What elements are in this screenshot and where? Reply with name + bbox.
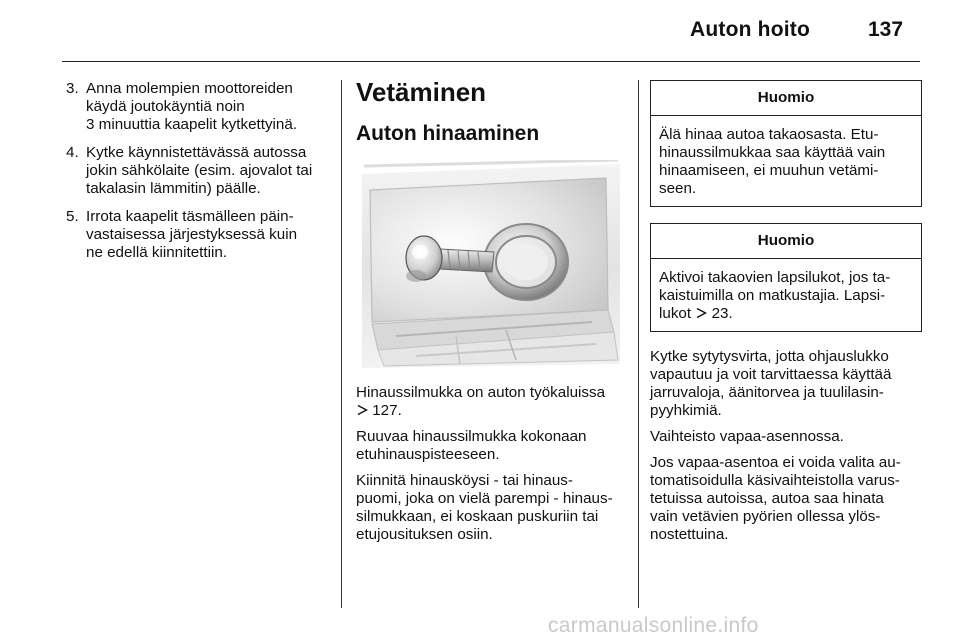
section-heading: Vetäminen bbox=[356, 77, 487, 107]
subsection-heading: Auton hinaaminen bbox=[356, 122, 540, 145]
text-line: Kytke sytytysvirta, jotta ohjauslukko bbox=[650, 348, 889, 365]
paragraph bbox=[356, 472, 628, 544]
text-line: hinaussilmukkaa saa käyttää vain bbox=[659, 144, 886, 161]
step-number: 5. bbox=[66, 208, 79, 225]
notice-body bbox=[651, 116, 921, 206]
column-divider-2 bbox=[638, 80, 639, 608]
step-list bbox=[66, 80, 332, 262]
paragraph bbox=[356, 428, 628, 464]
text-line: vapautuu ja voit tarvittaessa käyttää bbox=[650, 366, 892, 383]
column-3 bbox=[650, 80, 922, 552]
header-title: Auton hoito bbox=[690, 18, 810, 41]
step-line: jokin sähkölaite (esim. ajovalot tai bbox=[86, 162, 313, 179]
text-line: nostettuina. bbox=[650, 526, 729, 543]
text-line: tomatisoidulla käsivaihteistolla varus- bbox=[650, 472, 900, 489]
text-line: seen. bbox=[659, 180, 697, 197]
column-divider-1 bbox=[341, 80, 342, 608]
watermark: carmanualsonline.info bbox=[548, 614, 759, 637]
text-line: vain vetävien pyörien ollessa ylös- bbox=[650, 508, 881, 525]
text-line: Kiinnitä hinausköysi - tai hinaus- bbox=[356, 472, 573, 489]
notice-body bbox=[651, 259, 921, 331]
text-line: etujousituksen osiin. bbox=[356, 526, 493, 543]
text-line: lukot bbox=[659, 305, 692, 322]
text-line: Ruuvaa hinaussilmukka kokonaan bbox=[356, 428, 587, 445]
paragraph bbox=[650, 428, 922, 446]
text-line: pyyhkimiä. bbox=[650, 402, 722, 419]
step-line: ne edellä kiinnitettiin. bbox=[86, 244, 227, 261]
step-line: käydä joutokäyntiä noin bbox=[86, 98, 245, 115]
step-line: Kytke käynnistettävässä autossa bbox=[86, 144, 307, 161]
notice-box bbox=[650, 223, 922, 332]
text-line: hinaamiseen, ei muuhun vetämi- bbox=[659, 162, 879, 179]
step-item bbox=[66, 144, 332, 198]
page-reference-icon bbox=[695, 307, 707, 319]
step-line: Irrota kaapelit täsmälleen päin- bbox=[86, 208, 294, 225]
header-rule bbox=[62, 61, 920, 62]
paragraph bbox=[650, 348, 922, 420]
page-reference-icon bbox=[356, 404, 368, 416]
notice-title: Huomio bbox=[651, 81, 921, 116]
step-item bbox=[66, 80, 332, 134]
step-line: 3 minuuttia kaapelit kytkettyinä. bbox=[86, 116, 298, 133]
paragraph bbox=[356, 384, 628, 420]
text-line: jarruvaloja, äänitorvea ja tuulilasin- bbox=[650, 384, 884, 401]
text-line: Jos vapaa-asentoa ei voida valita au- bbox=[650, 454, 901, 471]
text-line: Vaihteisto vapaa-asennossa. bbox=[650, 428, 844, 445]
text-line: silmukkaan, ei koskaan puskuriin tai bbox=[356, 508, 599, 525]
column-2 bbox=[356, 77, 628, 552]
step-line: takalasin lämmitin) päälle. bbox=[86, 180, 261, 197]
column-1 bbox=[66, 80, 332, 272]
step-number: 3. bbox=[66, 80, 79, 97]
paragraph bbox=[650, 454, 922, 544]
step-line: Anna molempien moottoreiden bbox=[86, 80, 293, 97]
page-reference: 127. bbox=[372, 402, 402, 419]
text-line: puomi, joka on vielä parempi - hinaus- bbox=[356, 490, 613, 507]
text-line: tetuissa autoissa, autoa saa hinata bbox=[650, 490, 884, 507]
text-line: kaistuimilla on matkustajia. Lapsi- bbox=[659, 287, 886, 304]
step-number: 4. bbox=[66, 144, 79, 161]
notice-title: Huomio bbox=[651, 224, 921, 259]
text-line: Aktivoi takaovien lapsilukot, jos ta- bbox=[659, 269, 891, 286]
text-line: etuhinauspisteeseen. bbox=[356, 446, 500, 463]
notice-box bbox=[650, 80, 922, 207]
page-reference: 23. bbox=[711, 305, 733, 322]
text-line: Älä hinaa autoa takaosasta. Etu- bbox=[659, 126, 879, 143]
towing-eye-illustration bbox=[356, 160, 620, 368]
step-item bbox=[66, 208, 332, 262]
page-number: 137 bbox=[868, 18, 904, 41]
step-line: vastaisessa järjestyksessä kuin bbox=[86, 226, 298, 243]
text-line: Hinaussilmukka on auton työkaluissa bbox=[356, 384, 606, 401]
